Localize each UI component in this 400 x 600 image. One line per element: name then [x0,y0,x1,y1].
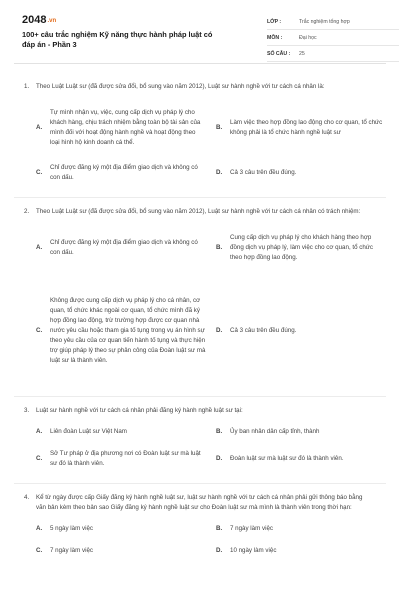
question-text: Luật sư hành nghề với tư cách cá nhân phải đăng ký hành nghề luật sư tại: [36,407,243,414]
option-letter: A. [36,124,43,131]
option-d[interactable] [216,444,392,474]
question-number: 1. [24,83,30,90]
question-stem [14,406,386,416]
meta-value: 25 [299,50,305,57]
option-letter: C. [36,327,43,334]
question-divider [14,483,386,484]
option-letter: B. [216,124,223,131]
option-letter: C. [36,169,43,176]
option-letter: B. [216,525,223,532]
option-text: Chỉ được đăng ký một địa điểm giao dịch và không có con dấu. [50,164,198,181]
option-grid [14,424,386,474]
question-stem [14,207,386,217]
question-stem [14,493,386,513]
option-text: Chỉ được đăng ký một địa điểm giao dịch và không có con dấu. [50,239,198,256]
option-text: Ủy ban nhân dân cấp tỉnh, thành [230,428,320,435]
document-meta [267,14,399,62]
question-4 [14,493,386,561]
option-text: Cả 3 câu trên đều đúng. [230,327,297,334]
option-b[interactable] [216,102,392,154]
question-2 [14,207,386,387]
option-text: Cung cấp dịch vụ pháp lý cho khách hàng theo hợp đồng dịch vụ pháp lý, làm việc cho cơ quan, tổ chức theo hợp đồng lao động. [230,234,374,261]
option-text: 7 ngày làm việc [50,547,93,554]
option-b[interactable] [216,221,392,275]
option-letter: B. [216,428,223,435]
option-text: Làm việc theo hợp đồng lao động cho cơ quan, tổ chức không phải là tổ chức hành nghề luật sư [230,119,383,136]
option-letter: A. [36,428,43,435]
option-text: Không được cung cấp dịch vụ pháp lý cho cá nhân, cơ quan, tổ chức khác ngoài cơ quan, tổ chức mình đã ký hợp đồng lao động, trừ trường hợp được cơ quan nhà nước yêu cầu hoặc tham gia tố tụng trong vụ án hình sự theo yêu cầu của cơ quan tiến hành tố tụng và thực hiện trợ giúp pháp lý theo sự phân công của Đoàn luật sư mà luật sư là thành viên. [50,297,206,364]
option-letter: D. [216,455,223,462]
option-text: 10 ngày làm việc [230,547,277,554]
option-text: 7 ngày làm việc [230,525,273,532]
logo-main: 2048 [22,14,47,26]
option-d[interactable] [216,275,392,387]
option-grid [14,221,386,387]
question-divider [14,197,386,198]
option-d[interactable] [216,541,392,561]
question-stem [14,82,386,92]
option-text: Sở Tư pháp ở địa phương nơi có Đoàn luật sư mà luật sư đó là thành viên. [50,450,201,467]
option-text: Tự mình nhận vụ, việc, cung cấp dịch vụ pháp lý cho khách hàng, chịu trách nhiệm bằng toàn bộ tài sản của mình đối với hoạt động hành nghề và hoạt động theo loại hình hộ kinh doanh cá thể. [50,109,201,146]
option-grid [14,102,386,188]
meta-value: Đại học [299,34,317,41]
option-a[interactable] [36,424,212,440]
document-header [14,0,386,64]
option-letter: A. [36,525,43,532]
document-title: 100+ câu trắc nghiệm Kỹ năng thực hành pháp luật có đáp án - Phần 3 [22,30,213,49]
option-grid [14,519,386,561]
option-c[interactable] [36,444,212,474]
question-number: 2. [24,208,30,215]
option-c[interactable] [36,275,212,387]
question-number: 3. [24,407,30,414]
logo-suffix: .vn [47,18,57,24]
option-text: Đoàn luật sư mà luật sư đó là thành viên. [230,455,344,462]
meta-row-subject [267,30,399,46]
option-letter: C. [36,455,43,462]
question-number: 4. [24,494,30,501]
option-letter: D. [216,327,223,334]
option-letter: C. [36,547,43,554]
question-text: Theo Luật Luật sư (đã được sửa đổi, bổ sung vào năm 2012), Luật sư hành nghề với tư cách cá nhân có trách nhiệm: [36,208,361,215]
option-a[interactable] [36,102,212,154]
option-a[interactable] [36,519,212,539]
question-text: Theo Luật Luật sư (đã được sửa đổi, bổ sung vào năm 2012), Luật sư hành nghề với tư cách cá nhân là: [36,83,325,90]
option-text: Liên đoàn Luật sư Việt Nam [50,428,127,435]
question-1 [14,82,386,188]
option-letter: D. [216,169,223,176]
option-text: Cả 3 câu trên đều đúng. [230,169,297,176]
option-b[interactable] [216,424,392,440]
meta-label: MÔN : [267,34,283,41]
option-letter: A. [36,244,43,251]
meta-label: LỚP : [267,18,282,25]
meta-row-class [267,14,399,30]
option-b[interactable] [216,519,392,539]
option-text: 5 ngày làm việc [50,525,93,532]
site-logo[interactable] [22,14,56,26]
option-letter: B. [216,244,223,251]
question-divider [14,396,386,397]
option-a[interactable] [36,221,212,275]
option-d[interactable] [216,158,392,188]
question-list [14,82,386,561]
option-c[interactable] [36,158,212,188]
meta-label: SỐ CÂU : [267,50,291,57]
meta-value: Trắc nghiệm tổng hợp [299,18,350,25]
question-text: Kể từ ngày được cấp Giấy đăng ký hành nghề luật sư, luật sư hành nghề với tư cách cá nhân phải gửi thông báo bằng văn bản kèm theo bản sao Giấy đăng ký hành nghề luật sư cho Đoàn luật sư mà mình là thành viên trong thời hạn: [36,494,363,511]
meta-row-count [267,46,399,62]
question-3 [14,406,386,474]
option-letter: D. [216,547,223,554]
option-c[interactable] [36,541,212,561]
